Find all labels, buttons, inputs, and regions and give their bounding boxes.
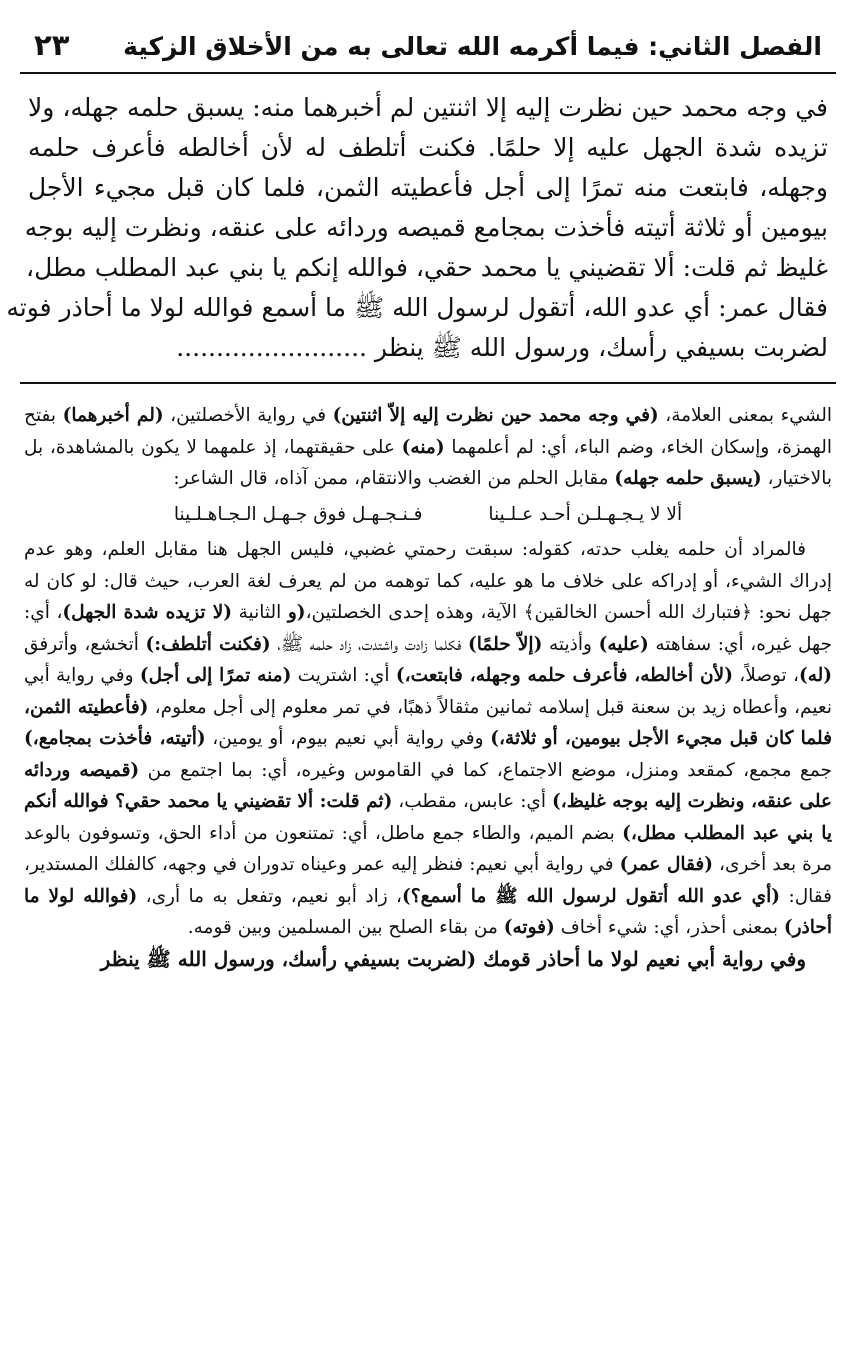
commentary-text: جمع مجمع، كمقعد ومنزل، موضع الاجتماع، كما في القاموس وغيره، أي: بما اجتمع من	[139, 759, 832, 781]
bold-quote: (عليه)	[598, 633, 649, 655]
main-text-line: بيومين أو ثلاثة أتيته فأخذت بمجامع قميصه وردائه على عنقه، ونظرت إليه بوجه	[24, 213, 828, 242]
commentary-text: فكلما زادت واشتدت، زاد حلمه ﷺ،	[270, 633, 469, 655]
bold-quote: (لم أخبرهما)	[62, 405, 164, 426]
book-page	[6, 28, 836, 975]
commentary-paragraph	[24, 534, 832, 944]
commentary-text: ، زاد أبو نعيم، وتفعل به ما أرى،	[137, 885, 403, 907]
commentary-text: أتخشع، وأترفق	[24, 633, 146, 655]
section-divider	[20, 382, 836, 384]
bold-quote: (و	[287, 602, 306, 623]
bold-quote: (أتيته، فأخذت بمجامع،)	[24, 728, 206, 749]
bold-quote: (أي عدو الله أتقول لرسول الله ﷺ ما أسمع؟)	[402, 885, 781, 907]
commentary-text: بمعنى أحذر، أي: شيء أخاف	[554, 917, 784, 938]
commentary-text: الثانية	[232, 602, 288, 623]
commentary-text: ، أي: جهل غيره، أي: سفاهته	[24, 602, 833, 655]
commentary-text: أي: اشتريت	[291, 665, 396, 686]
commentary-text: الشيء بمعنى العلامة،	[658, 405, 832, 426]
commentary-text: من بقاء الصلح بين المسلمين وبين قومه.	[187, 917, 504, 938]
bold-quote: (منه تمرًا إلى أجل)	[139, 665, 292, 686]
poem-second-hemistich: فـنـجـهـل فوق جـهـل الـجـاهـلـينا	[173, 503, 423, 525]
commentary-text: وأذيته	[542, 633, 599, 655]
commentary-text: أي: عابس، مقطب،	[392, 791, 553, 812]
main-text-line: لضربت بسيفي رأسك، ورسول الله ﷺ ينظر ........................	[176, 333, 828, 362]
commentary-text: وفي رواية أبي نعيم لولا ما أحاذر قومك	[476, 946, 806, 971]
header-rule	[20, 72, 836, 74]
bold-quote: (فوالله لولا ما أحاذر)	[24, 885, 832, 938]
main-text-line: وجهله، فابتعت منه تمرًا إلى أجل فأعطيته الثمن، فلما كان قبل مجيء الأجل	[28, 173, 828, 202]
main-text-line: فقال عمر: أي عدو الله، أتقول لرسول الله ﷺ ما أسمع فوالله لولا ما أحاذر فوته	[6, 293, 828, 322]
commentary-paragraph	[24, 400, 832, 495]
commentary-text: ، توصلاً،	[732, 665, 799, 686]
bold-quote: (فأعطيته الثمن، فلما كان قبل مجيء الأجل بيومين، أو ثلاثة،)	[24, 696, 832, 749]
poem-first-hemistich: ألا لا يـجـهـلـن أحـد عـلـينا	[488, 503, 683, 525]
bold-quote: (في وجه محمد حين نظرت إليه إلاّ اثنتين)	[332, 405, 659, 426]
bold-quote: (يسبق حلمه جهله)	[614, 468, 762, 489]
commentary-text: بضم الميم، والطاء جمع ماطل، أي: تمتنعون من أداء الحق، وتسوفون بالوعد مرة بعد أخرى،	[24, 822, 832, 875]
commentary-text: مقابل الحلم من الغضب والانتقام، ممن آذاه، قال الشاعر:	[173, 468, 615, 489]
commentary-text: وفي رواية أبي نعيم بيوم، أو يومين،	[205, 728, 491, 749]
bold-quote: (فوته)	[503, 917, 555, 938]
main-text-line: في وجه محمد حين نظرت إليه إلا اثنتين لم أخبرهما منه: يسبق حلمه جهله، ولا	[28, 93, 828, 122]
commentary-text: على حقيقتهما، إذ علمهما لا يكون بالمشاهدة، بل بالاختيار،	[24, 436, 832, 489]
commentary-text: فالمراد أن حلمه يغلب حدته، كقوله: سبقت رحمتي غضبي، فليس الجهل هنا مقابل العلم، وهو عدم إدراك الشيء، أو إدراكه على خلاف ما هو عليه، كما توهمه من لم يعرف لغة العرب، حيث قال: لو كان له جهل نحو: ﴿فتبارك الله أحسن الخالقين﴾ الآية، وهذه إحدى الخصلتين،	[24, 539, 832, 623]
page-number: ٢٣	[34, 28, 70, 62]
bold-quote: (ثم قلت: ألا تقضيني يا محمد حقي؟ فوالله أنكم يا بني عبد المطلب مطل،)	[24, 791, 832, 844]
main-text-line: تزيده شدة الجهل عليه إلا حلمًا. فكنت أتلطف له لأن أخالطه فأعرف حلمه	[28, 133, 828, 162]
commentary-text: وفي رواية أبي نعيم، وأعطاه زيد بن سعنة قبل إسلامه ثمانين مثقالاً ذهبًا، في تمر معلوم إلى أجل معلوم،	[24, 665, 832, 718]
commentary	[20, 400, 836, 975]
commentary-text: بفتح الهمزة، وإسكان الخاء، وضم الباء، أي: لم أعلمهما	[24, 405, 832, 458]
bold-quote: (إلاّ حلمًا)	[468, 633, 543, 655]
commentary-paragraph	[24, 944, 832, 976]
poem-verse	[24, 499, 832, 531]
bold-quote: (فقال عمر)	[619, 854, 713, 875]
bold-quote: (لضربت بسيفي رأسك، ورسول الله ﷺ ينظر	[100, 946, 477, 971]
chapter-title: الفصل الثاني: فيما أكرمه الله تعالى به من الأخلاق الزكية	[123, 32, 822, 61]
bold-quote: (له)	[798, 665, 833, 686]
main-text	[6, 88, 836, 368]
bold-quote: (لأن أخالطه، فأعرف حلمه وجهله، فابتعت،)	[395, 665, 733, 686]
bold-quote: (قميصه وردائه على عنقه، ونظرت إليه بوجه غليظ،)	[24, 759, 832, 812]
main-text-line: غليظ ثم قلت: ألا تقضيني يا محمد حقي، فوالله إنكم يا بني عبد المطلب مطل،	[26, 253, 828, 282]
bold-quote: (لا تزيده شدة الجهل)	[62, 602, 233, 623]
page-header	[20, 28, 836, 68]
commentary-text: في رواية أبي نعيم: فنظر إليه عمر وعيناه تدوران في وجهه، كالفلك المستدير، فقال:	[24, 854, 832, 907]
commentary-text: في رواية الأخصلتين،	[163, 405, 333, 426]
bold-quote: (فكنت أتلطف:)	[145, 633, 271, 655]
bold-quote: (منه)	[401, 436, 445, 458]
